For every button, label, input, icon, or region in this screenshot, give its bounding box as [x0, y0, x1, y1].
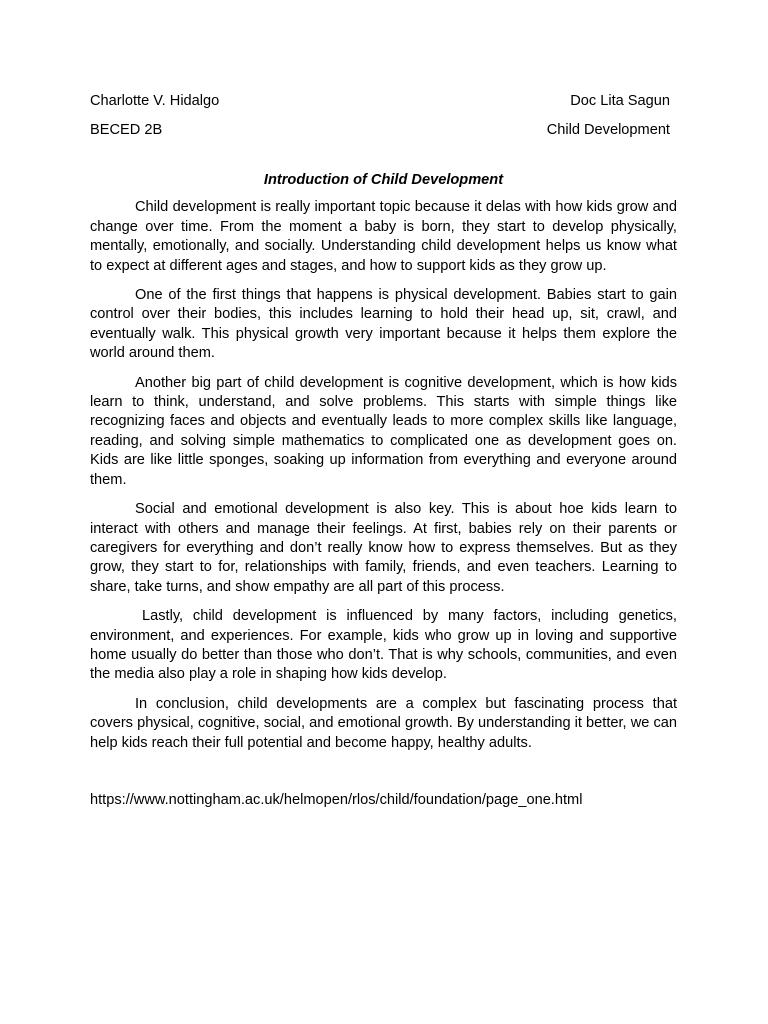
instructor-name: Doc Lita Sagun: [570, 93, 670, 109]
header-row-1: [90, 92, 677, 121]
reference-url: https://www.nottingham.ac.uk/helmopen/rlos/child/foundation/page_one.html: [90, 791, 583, 808]
paragraph-conclusion: In conclusion, child developments are a complex but fascinating process that covers physical, cognitive, social, and emotional growth. By understanding it better, we can help kids reach their full potential and become happy, healthy adults.: [90, 695, 677, 751]
paragraph-cognitive: Another big part of child development is cognitive development, which is how kids learn to think, understand, and solve problems. This starts with simple things like recognizing faces and objects and eventually leads to more complex skills like language, reading, and solving simple mathematics to complicated one as development goes on. Kids are like little sponges, soaking up information from everything and everyone around them.: [90, 374, 677, 488]
document-title: Introduction of Child Development: [263, 172, 504, 188]
paragraph-intro: Child development is really important topic because it delas with how kids grow and change over time. From the moment a baby is born, they start to develop physically, mentally, emotionally, and socially. Understanding child development helps us know what to expect at different ages and stages, and how to support kids as they grow up.: [90, 199, 677, 274]
course-name: Child Development: [546, 122, 670, 138]
paragraph-factors: Lastly, child development is influenced by many factors, including genetics, environment, and experiences. For example, kids who grow up in loving and supportive home usually do better than those who don’t. That is why schools, communities, and even the media also play a role in shaping how kids develop.: [90, 608, 677, 683]
paragraph-social-emotional: Social and emotional development is also key. This is about hoe kids learn to interact with others and manage their feelings. At first, babies rely on their parents or caregivers for everything and don’t really know how to express themselves. But as they grow, they start to for, relationships with family, friends, and even teachers. Learning to share, take turns, and show empathy are all part of this process.: [90, 501, 677, 595]
paragraph-physical: One of the first things that happens is physical development. Babies start to gain control over their bodies, this includes learning to hold their head up, sit, crawl, and eventually walk. This physical growth very important because it helps them explore the world around them.: [90, 287, 677, 362]
header-row-2: [90, 121, 677, 150]
author-name: Charlotte V. Hidalgo: [90, 93, 220, 109]
section-name: BECED 2B: [90, 122, 163, 138]
